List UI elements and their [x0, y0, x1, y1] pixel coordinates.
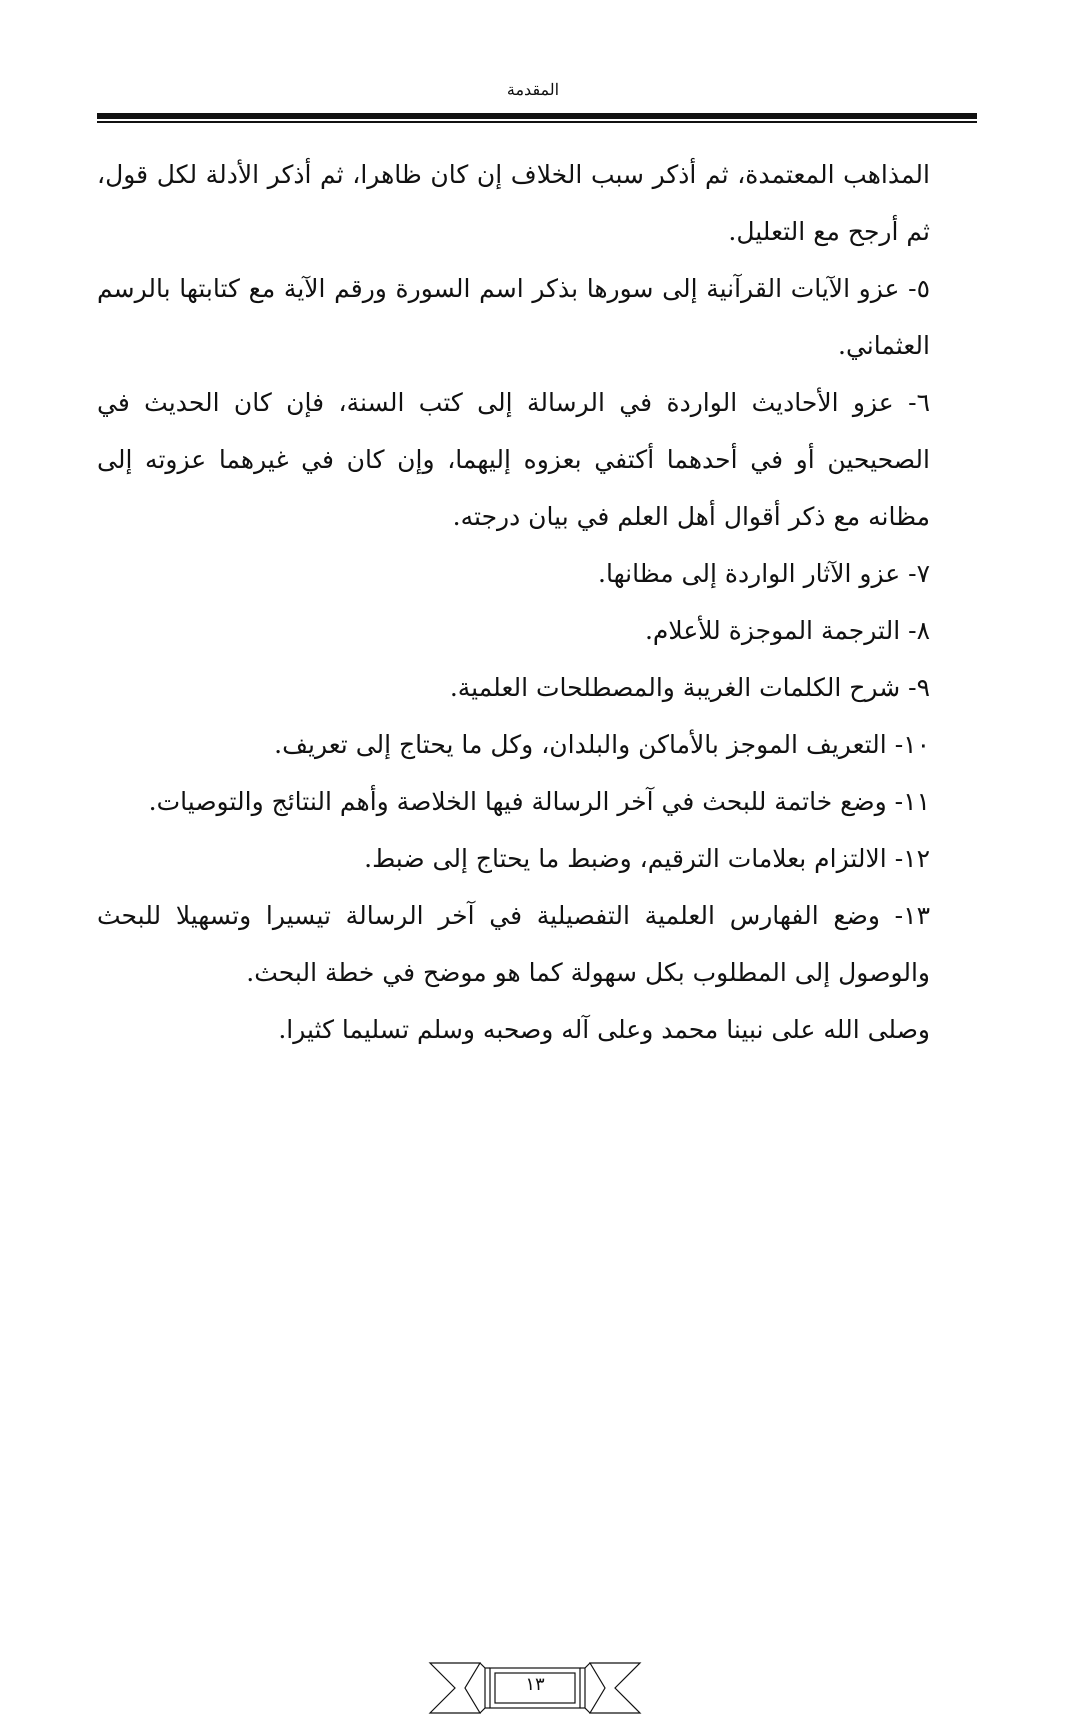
list-item-13: ١٣- وضع الفهارس العلمية التفصيلية في آخر الرسالة تيسيرا وتسهيلا للبحث والوصول إلى المطلوب بكل سهولة كما هو موضح في خطة البحث. — [97, 901, 930, 987]
page-number-ornament — [425, 1658, 645, 1718]
body-text — [97, 146, 930, 1058]
list-item-6: ٦- عزو الأحاديث الواردة في الرسالة إلى كتب السنة، فإن كان الحديث في الصحيحين أو في أحدهما أكتفي بعزوه إليهما، وإن كان في غيرهما عزوته إلى مظانه مع ذكر أقوال أهل العلم في بيان درجته. — [97, 388, 930, 531]
paragraph-methodology-continued: المذاهب المعتمدة، ثم أذكر سبب الخلاف إن كان ظاهرا، ثم أذكر الأدلة لكل قول، ثم أرجح مع التعليل. — [97, 160, 930, 246]
header-rule — [97, 113, 977, 119]
list-item-9: ٩- شرح الكلمات الغريبة والمصطلحات العلمية. — [449, 673, 930, 702]
list-item-12: ١٢- الالتزام بعلامات الترقيم، وضبط ما يحتاج إلى ضبط. — [364, 844, 930, 873]
page-number: ١٣ — [525, 1674, 545, 1695]
header-rule-thin — [97, 121, 977, 123]
list-item-11: ١١- وضع خاتمة للبحث في آخر الرسالة فيها الخلاصة وأهم النتائج والتوصيات. — [148, 787, 930, 816]
list-item-7: ٧- عزو الآثار الواردة إلى مظانها. — [598, 559, 930, 588]
list-item-8: ٨- الترجمة الموجزة للأعلام. — [644, 616, 930, 645]
list-item-10: ١٠- التعريف الموجز بالأماكن والبلدان، وكل ما يحتاج إلى تعريف. — [274, 730, 930, 759]
running-header: المقدمة — [506, 80, 560, 99]
closing-salutation: وصلى الله على نبينا محمد وعلى آله وصحبه وسلم تسليما كثيرا. — [278, 1015, 930, 1044]
list-item-5: ٥- عزو الآيات القرآنية إلى سورها بذكر اسم السورة ورقم الآية مع كتابتها بالرسم العثماني. — [97, 274, 930, 360]
